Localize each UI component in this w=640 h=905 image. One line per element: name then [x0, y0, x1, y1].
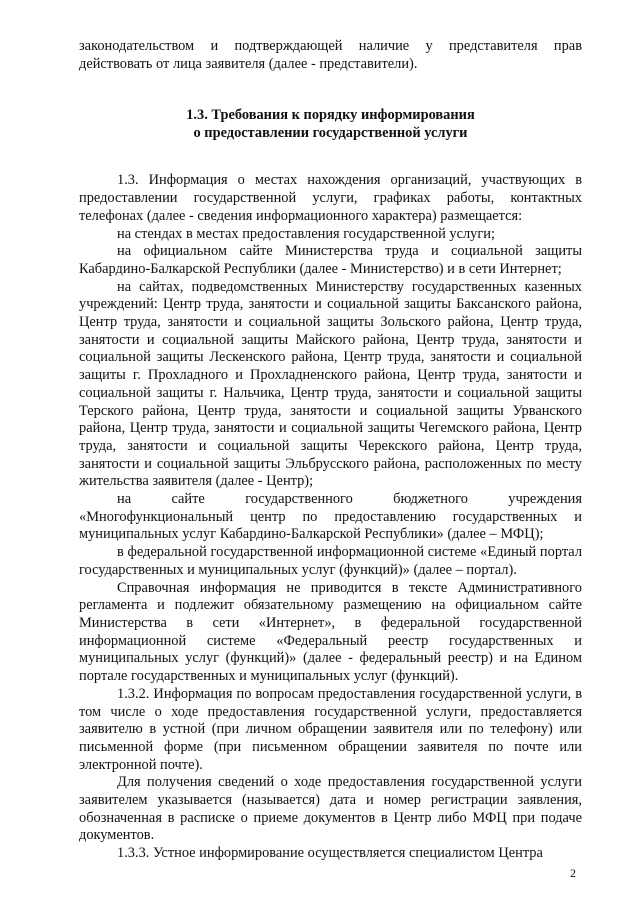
paragraph-progress-info: Для получения сведений о ходе предоставления государственной услуги заявителем указывается (называется) дата и номер регистрации заявления, обозначенная в расписке о приеме документов в Центр либо МФЦ при подаче документов.: [79, 774, 582, 844]
paragraph-1-3: 1.3. Информация о местах нахождения организаций, участвующих в предоставлении государственной услуги, графиках работы, контактных телефонах (далее - сведения информационного характера) размещается:: [79, 172, 582, 224]
paragraph-1-3-2: 1.3.2. Информация по вопросам предоставления государственной услуги, в том числе о ходе предоставления государственной услуги, предоставляется заявителю в устной (при личном обращении заявителя или по телефону) или письменной форме (при письменном обращении заявителя по почте или электронной почте).: [79, 685, 582, 773]
section-heading-line-1: 1.3. Требования к порядку информирования: [186, 107, 475, 124]
paragraph-reference-info: Справочная информация не приводится в тексте Административного регламента и подлежит обязательному размещению на официальном сайте Министерства в сети «Интернет», в федеральной государственной информационной системе «Федеральный реестр государственных и муниципальных услуг (функций)» (далее - федеральный реестр) и на Едином портале государственных и муниципальных услуг (функций).: [79, 579, 582, 685]
paragraph-mfc-site: на сайте государственного бюджетного учреждения «Многофункциональный центр по предоставлению государственных и муниципальных услуг Кабардино-Балкарской Республики» (далее – МФЦ);: [79, 491, 582, 543]
paragraph-1-3-3: 1.3.3. Устное информирование осуществляется специалистом Центра: [117, 845, 543, 862]
document-body: [79, 38, 582, 863]
paragraph-centers-sites: на сайтах, подведомственных Министерству государственных казенных учреждений: Центр труда, занятости и социальной защиты Баксанского района, Центр труда, занятости и социальной защиты Зольского района, Центр труда, занятости и социальной защиты Майского района, Центр труда, занятости и социальной защиты Лескенского района, Центр труда, занятости и социальной защиты г. Прохладного и Прохладненского района, Центр труда, занятости и социальной защиты г. Нальчика, Центр труда, занятости и социальной защиты Терского района, Центр труда, занятости и социальной защиты Урванского района, Центр труда, занятости и социальной защиты Чегемского района, Центр труда, занятости и социальной защиты Черекского района, Центр труда, занятости и социальной защиты Эльбрусского района, расположенных по месту жительства заявителя (далее - Центр);: [79, 278, 582, 490]
paragraph-ministry-site: на официальном сайте Министерства труда и социальной защиты Кабардино-Балкарской Республики (далее - Министерство) и в сети Интернет;: [79, 243, 582, 277]
paragraph-stands: на стендах в местах предоставления государственной услуги;: [117, 225, 495, 242]
page-number: 2: [570, 866, 576, 880]
paragraph-portal: в федеральной государственной информационной системе «Единый портал государственных и муниципальных услуг (функций)» (далее – портал).: [79, 544, 582, 578]
section-heading-line-2: о предоставлении государственной услуги: [193, 125, 468, 142]
section-heading: [79, 106, 582, 142]
intro-paragraph: законодательством и подтверждающей наличие у представителя прав действовать от лица заявителя (далее - представители).: [79, 38, 582, 72]
